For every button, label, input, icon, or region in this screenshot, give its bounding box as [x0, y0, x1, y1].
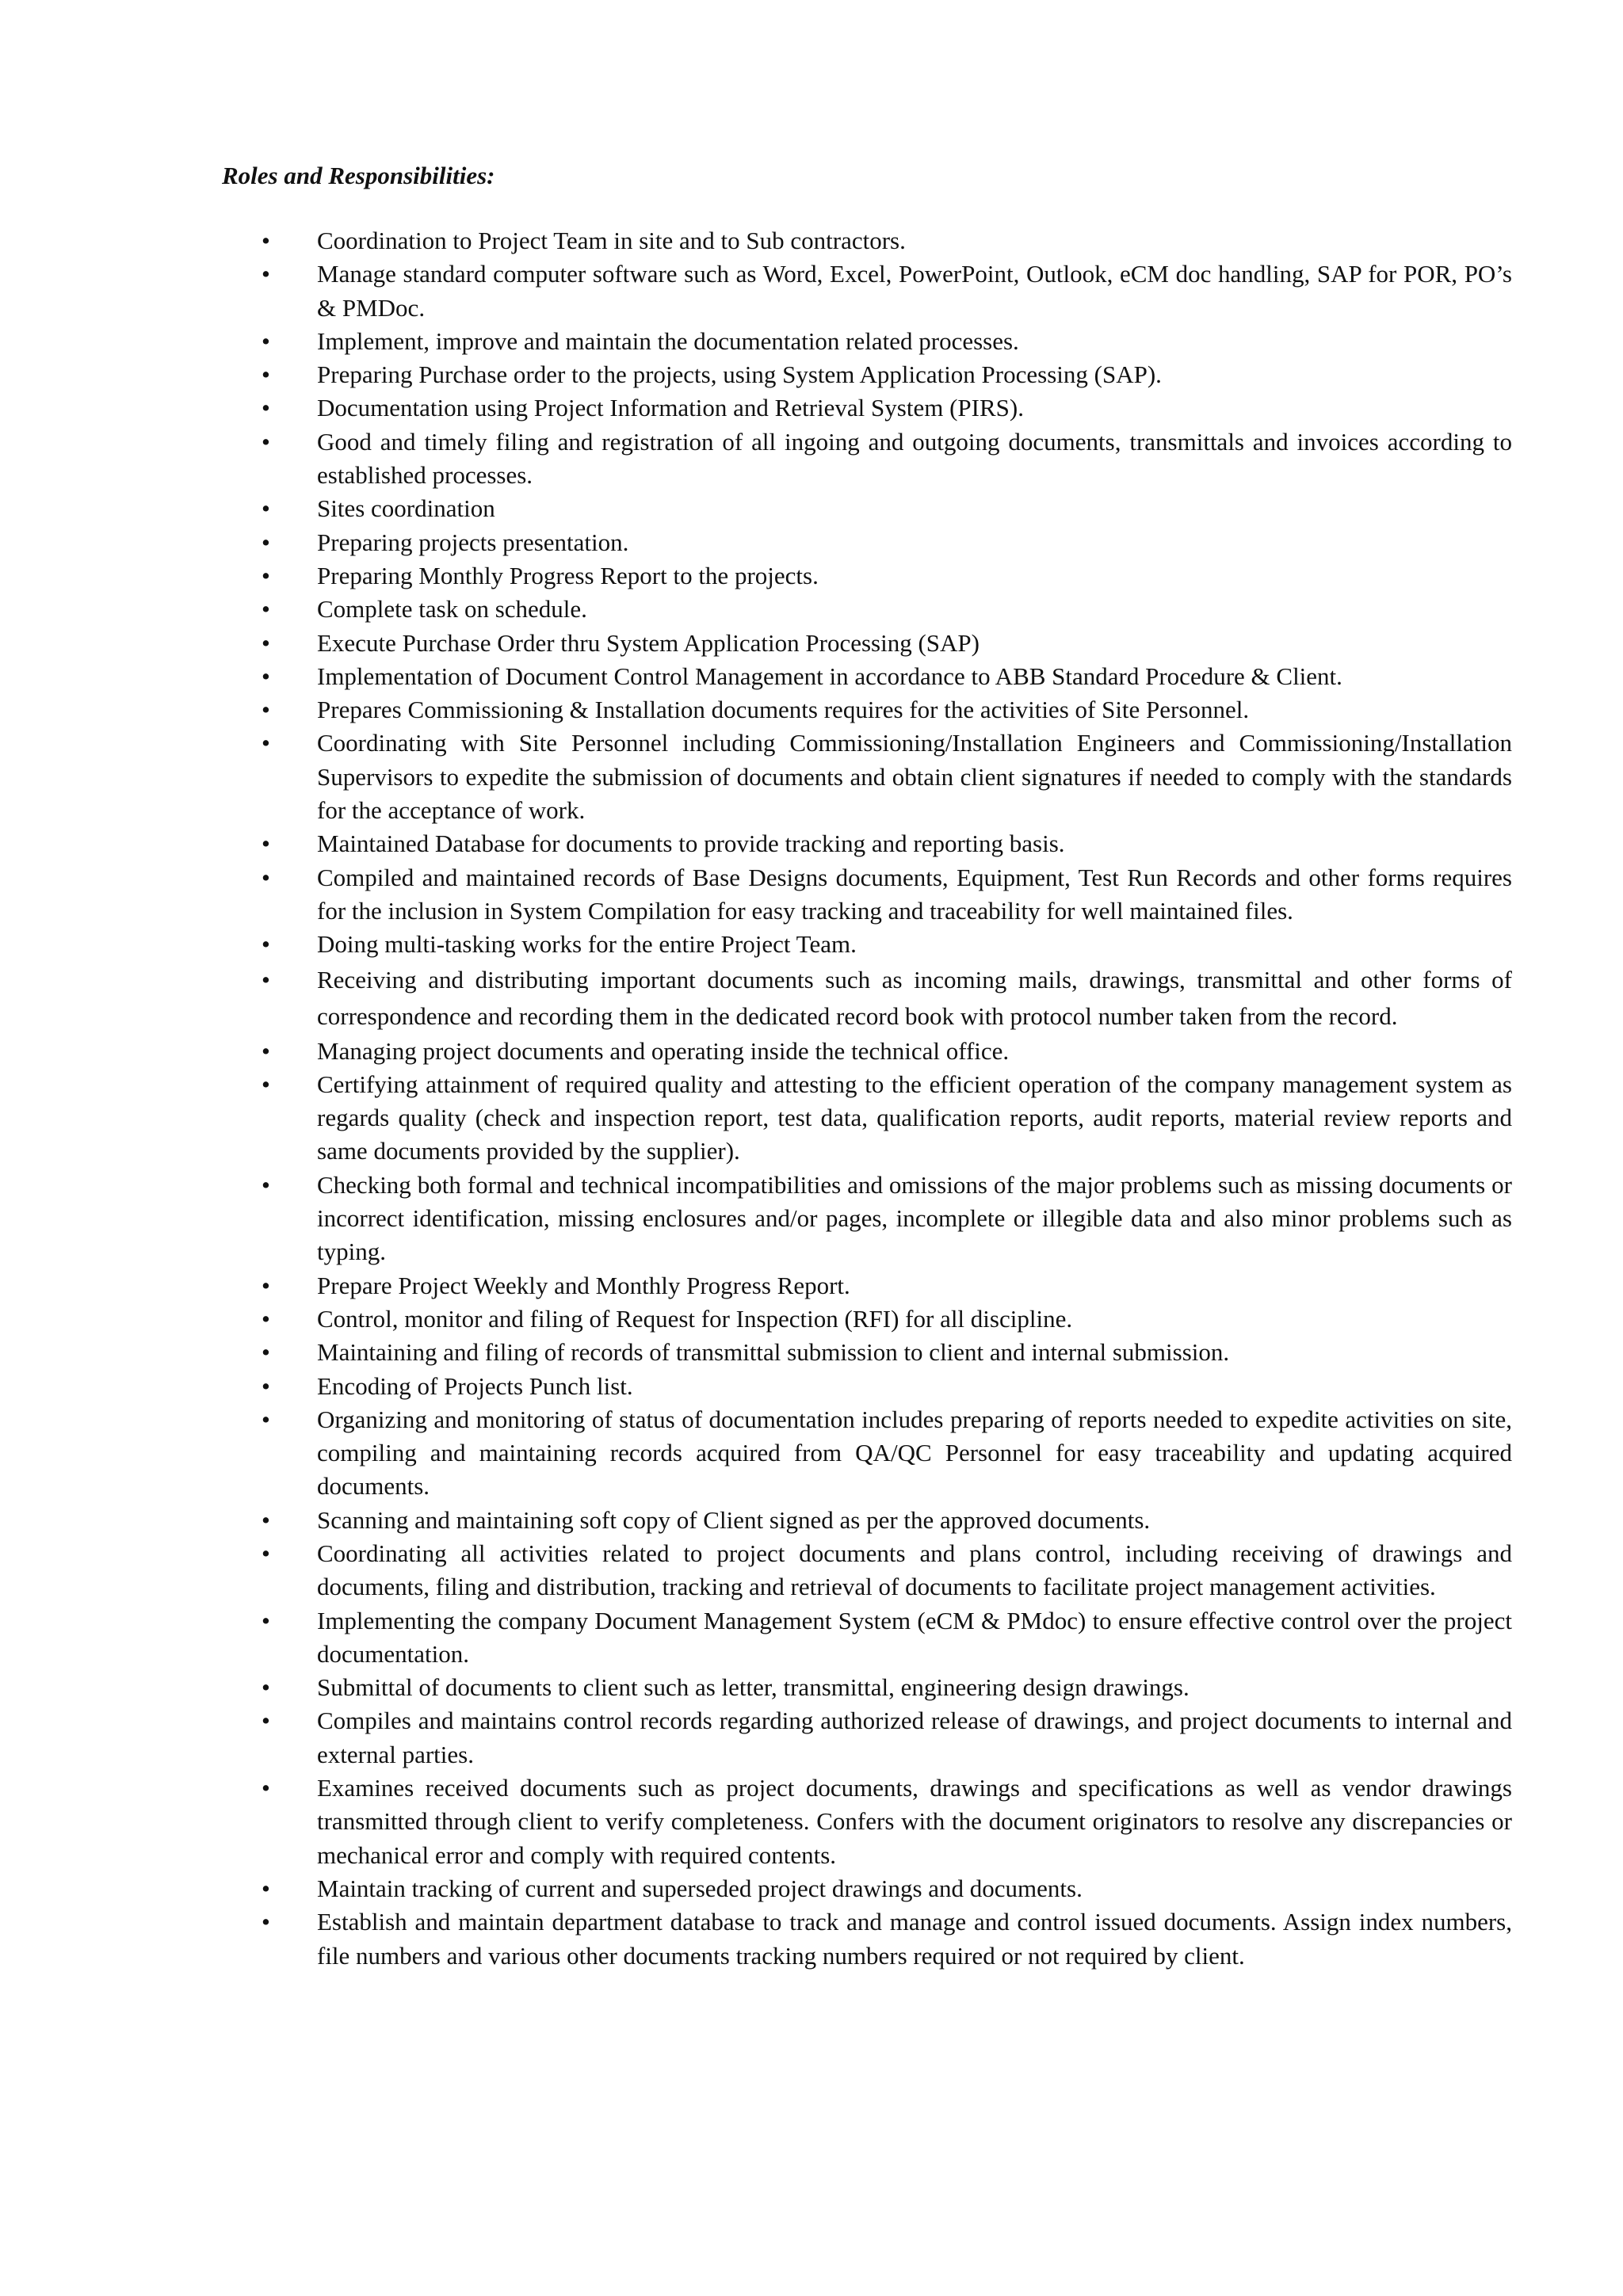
bullet-icon: • [262, 360, 270, 389]
bullet-icon: • [262, 1707, 270, 1735]
bullet-icon: • [262, 227, 270, 254]
list-item-text: Coordination to Project Team in site and to Sub contractors. [317, 227, 906, 254]
list-item-text: Manage standard computer software such as Word, Excel, PowerPoint, Outlook, eCM doc handling, SAP for POR, PO’s & PMDoc. [317, 260, 1512, 322]
bullet-icon: • [262, 1505, 270, 1534]
bullet-icon: • [262, 1371, 270, 1400]
list-item [0, 1269, 1512, 1302]
bullet-icon: • [262, 1070, 270, 1098]
list-item [0, 1704, 1512, 1772]
list-item-text: Documentation using Project Information and Retrieval System (PIRS). [317, 394, 1024, 422]
bullet-icon: • [262, 965, 270, 994]
list-item [0, 693, 1512, 727]
list-item [0, 391, 1512, 425]
bullet-icon: • [262, 930, 270, 959]
section-heading: Roles and Responsibilities: [222, 162, 495, 189]
list-item-text: Checking both formal and technical incompatibilities and omissions of the major problems such as missing documents or incorrect identification, missing enclosures and/or pages, incomplete or illegible data and also minor problems such as typing. [317, 1170, 1512, 1266]
list-item [0, 224, 1512, 257]
list-item-text: Sites coordination [317, 494, 495, 523]
list-item-text: Implementation of Document Control Management in accordance to ABB Standard Procedure & Client. [317, 662, 1342, 690]
list-item [0, 492, 1512, 525]
bullet-icon: • [262, 863, 270, 891]
bullet-icon: • [262, 595, 270, 624]
bullet-icon: • [262, 628, 270, 657]
list-item-text: Examines received documents such as project documents, drawings and specifications as well as vendor drawings transmitted through client to verify completeness. Confers with the document originators to resolve any discrepancies or mechanical error and comply with required contents. [317, 1774, 1512, 1869]
list-item [0, 827, 1512, 860]
bullet-icon: • [262, 1874, 270, 1902]
list-item [0, 1035, 1512, 1068]
bullet-icon: • [262, 1539, 270, 1567]
list-item [0, 928, 1512, 961]
list-item-text: Implement, improve and maintain the documentation related processes. [317, 326, 1019, 355]
list-item [0, 1403, 1512, 1504]
bullet-icon: • [262, 326, 270, 355]
list-item [0, 627, 1512, 660]
bullet-icon: • [262, 561, 270, 589]
list-item-text: Maintain tracking of current and superseded project drawings and documents. [317, 1874, 1083, 1902]
list-item-text: Preparing Purchase order to the projects, using System Application Processing (SAP). [317, 360, 1162, 389]
list-item-text: Certifying attainment of required quality and attesting to the efficient operation of the company management system as regards quality (check and inspection report, test data, qualification reports, audit reports, material review reports and same documents provided by the supplier). [317, 1070, 1512, 1165]
list-item-text: Good and timely filing and registration of all ingoing and outgoing documents, transmittals and invoices according to established processes. [317, 427, 1512, 490]
bullet-icon: • [262, 1673, 270, 1702]
bullet-icon: • [262, 729, 270, 757]
bullet-icon: • [262, 662, 270, 690]
list-item-text: Submittal of documents to client such as letter, transmittal, engineering design drawings. [317, 1673, 1190, 1702]
list-item [0, 1671, 1512, 1704]
list-item [0, 1537, 1512, 1604]
list-item [0, 1905, 1512, 1973]
list-item [0, 1504, 1512, 1537]
bullet-icon: • [262, 1338, 270, 1367]
list-item [0, 1302, 1512, 1336]
bullet-icon: • [262, 830, 270, 858]
list-item [0, 559, 1512, 593]
list-item-text: Establish and maintain department database to track and manage and control issued documents. Assign index numbers, file numbers and various other documents tracking numbers required or not required by client. [317, 1908, 1512, 1970]
bullet-icon: • [262, 494, 270, 523]
list-item-text: Doing multi-tasking works for the entire Project Team. [317, 930, 857, 959]
list-item [0, 358, 1512, 391]
list-item [0, 425, 1512, 493]
list-item-text: Maintained Database for documents to provide tracking and reporting basis. [317, 830, 1065, 858]
list-item [0, 1169, 1512, 1269]
list-item-text: Execute Purchase Order thru System Application Processing (SAP) [317, 628, 980, 657]
list-item-text: Coordinating all activities related to project documents and plans control, including receiving of drawings and documents, filing and distribution, tracking and retrieval of documents to facilitate project management activities. [317, 1539, 1512, 1601]
list-item [0, 257, 1512, 325]
bullet-icon: • [262, 1405, 270, 1433]
list-item [0, 727, 1512, 827]
list-item-text: Managing project documents and operating inside the technical office. [317, 1036, 1010, 1065]
list-item-text: Scanning and maintaining soft copy of Client signed as per the approved documents. [317, 1505, 1151, 1534]
list-item-text: Implementing the company Document Management System (eCM & PMdoc) to ensure effective control over the project documentation. [317, 1606, 1512, 1668]
list-item [0, 660, 1512, 693]
list-item-text: Compiled and maintained records of Base Designs documents, Equipment, Test Run Records and other forms requires for the inclusion in System Compilation for easy tracking and traceability for well maintained files. [317, 863, 1512, 925]
bullet-icon: • [262, 1908, 270, 1936]
bullet-icon: • [262, 1606, 270, 1634]
list-item [0, 1370, 1512, 1403]
list-item-text: Coordinating with Site Personnel including Commissioning/Installation Engineers and Commissioning/Installation Supervisors to expedite the submission of documents and obtain client signatures if needed to comply with the standards for the acceptance of work. [317, 729, 1512, 825]
list-item-text: Compiles and maintains control records regarding authorized release of drawings, and project documents to internal and external parties. [317, 1707, 1512, 1768]
list-item-text: Complete task on schedule. [317, 595, 587, 624]
list-item [0, 593, 1512, 626]
bullet-icon: • [262, 696, 270, 724]
responsibilities-list [0, 224, 1623, 1973]
list-item [0, 1068, 1512, 1169]
list-item [0, 1772, 1512, 1872]
list-item-text: Encoding of Projects Punch list. [317, 1371, 633, 1400]
list-item-text: Preparing Monthly Progress Report to the projects. [317, 561, 819, 589]
list-item [0, 962, 1512, 1035]
bullet-icon: • [262, 427, 270, 456]
list-item-text: Control, monitor and filing of Request for Inspection (RFI) for all discipline. [317, 1304, 1073, 1333]
list-item-text: Preparing projects presentation. [317, 528, 629, 556]
list-item [0, 325, 1512, 358]
list-item-text: Prepare Project Weekly and Monthly Progress Report. [317, 1271, 850, 1299]
list-item [0, 1604, 1512, 1672]
list-item [0, 1336, 1512, 1369]
bullet-icon: • [262, 1304, 270, 1333]
bullet-icon: • [262, 260, 270, 288]
list-item [0, 526, 1512, 559]
list-item [0, 861, 1512, 929]
list-item-text: Prepares Commissioning & Installation documents requires for the activities of Site Personnel. [317, 696, 1250, 724]
list-item [0, 1872, 1512, 1905]
bullet-icon: • [262, 1170, 270, 1199]
bullet-icon: • [262, 528, 270, 556]
bullet-icon: • [262, 1271, 270, 1299]
list-item-text: Receiving and distributing important documents such as incoming mails, drawings, transmittal and other forms of correspondence and recording them in the dedicated record book with protocol number taken from the record. [317, 965, 1512, 1030]
bullet-icon: • [262, 1036, 270, 1065]
list-item-text: Maintaining and filing of records of transmittal submission to client and internal submission. [317, 1338, 1230, 1367]
bullet-icon: • [262, 1774, 270, 1802]
list-item-text: Organizing and monitoring of status of documentation includes preparing of reports needed to expedite activities on site, compiling and maintaining records acquired from QA/QC Personnel for easy traceability and updating acquired documents. [317, 1405, 1512, 1501]
bullet-icon: • [262, 394, 270, 422]
